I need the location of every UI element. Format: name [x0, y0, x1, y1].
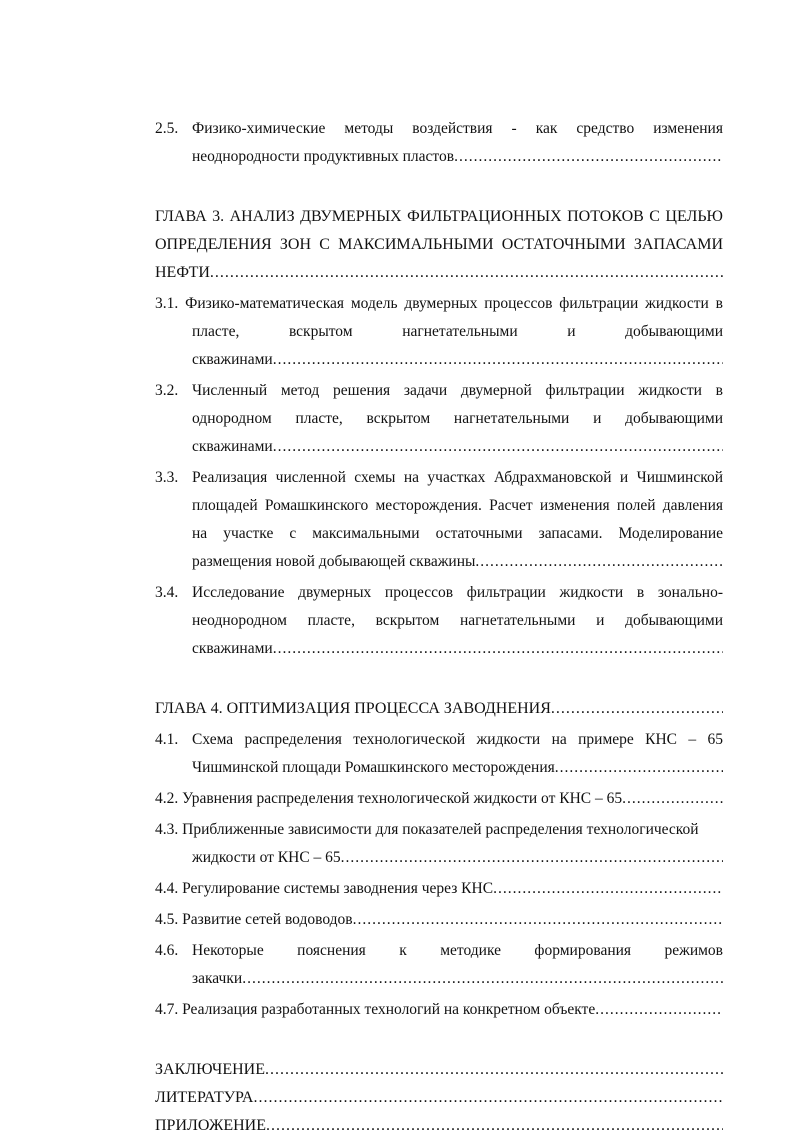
toc-line [155, 579, 723, 607]
literature-title: ЛИТЕРАТУРА [155, 1089, 254, 1106]
toc-line [155, 346, 723, 374]
toc-line [155, 844, 723, 872]
toc-line [155, 433, 723, 461]
section-title: 4.7. Реализация разработанных технологий на конкретном объекте [155, 1001, 596, 1018]
section-title: Физико-химические методы воздействия - как средство изменения [192, 120, 723, 137]
section-number: 3.2. [155, 382, 179, 399]
toc-entry-4-7 [155, 996, 723, 1024]
toc-entry-2-5 [155, 115, 723, 171]
section-title-cont: скважинами [192, 640, 273, 657]
toc-entry-4-3 [155, 816, 723, 872]
toc-entry-4-5 [155, 906, 723, 934]
toc-line [155, 754, 723, 782]
section-title-cont: закачки [192, 970, 243, 987]
section-title: Схема распределения технологической жидкости на примере КНС – 65 [192, 731, 723, 748]
toc-entry-3-1 [155, 290, 723, 374]
dot-leader [595, 996, 723, 1024]
section-number: 4.1. [155, 731, 179, 748]
section-number: 2.5. [155, 120, 179, 137]
dot-leader [555, 754, 723, 782]
chapter-title: ОПРЕДЕЛЕНИЯ ЗОН С МАКСИМАЛЬНЫМИ ОСТАТОЧНЫМИ ЗАПАСАМИ [155, 236, 723, 253]
section-number: 3.3. [155, 469, 179, 486]
section-number: 4.6. [155, 942, 179, 959]
section-number: 3.4. [155, 584, 179, 601]
dot-leader [253, 1084, 723, 1112]
section-title-cont: скважинами [192, 438, 273, 455]
toc-entry-3-2 [155, 377, 723, 461]
toc-line [155, 1084, 723, 1112]
section-title-cont: скважинами [192, 351, 273, 368]
section-title-cont: неоднородности продуктивных пластов [192, 148, 455, 165]
section-title-cont: Чишминской площади Ромашкинского месторождения [192, 759, 555, 776]
dot-leader [493, 875, 723, 903]
toc-line [155, 695, 723, 723]
section-title: 4.4. Регулирование системы заводнения через КНС [155, 880, 494, 897]
dot-leader [273, 635, 723, 663]
toc-line [155, 965, 723, 993]
dot-leader [475, 548, 723, 576]
toc-entry-4-6 [155, 937, 723, 993]
section-title-cont: неоднородном пласте, вскрытом нагнетательными и добывающими [192, 612, 723, 629]
section-title: Исследование двумерных процессов фильтрации жидкости в зонально- [192, 584, 723, 601]
dot-leader [273, 433, 723, 461]
toc-entry-4-1 [155, 726, 723, 782]
toc-end-matter [155, 1056, 723, 1140]
toc-line [155, 937, 723, 965]
toc-line [155, 875, 723, 903]
section-title-cont: пласте, вскрытом нагнетательными и добывающими [192, 323, 723, 340]
toc-line [155, 785, 723, 813]
section-title: 3.1. Физико-математическая модель двумерных процессов фильтрации жидкости в [155, 295, 723, 312]
toc-line [155, 906, 723, 934]
dot-leader [210, 259, 723, 287]
chapter-title: ГЛАВА 4. ОПТИМИЗАЦИЯ ПРОЦЕССА ЗАВОДНЕНИЯ [155, 700, 551, 717]
toc-line [155, 464, 723, 492]
dot-leader [265, 1056, 723, 1084]
chapter-title: НЕФТИ [155, 264, 210, 281]
section-title: Численный метод решения задачи двумерной фильтрации жидкости в [192, 382, 723, 399]
chapter-title: ГЛАВА 3. АНАЛИЗ ДВУМЕРНЫХ ФИЛЬТРАЦИОННЫХ ПОТОКОВ С ЦЕЛЬЮ [155, 208, 723, 225]
toc-line [155, 635, 723, 663]
section-title-cont: жидкости от КНС – 65 [192, 849, 341, 866]
section-title: Некоторые пояснения к методике формирования режимов [192, 942, 723, 959]
section-title: 4.3. Приближенные зависимости для показателей распределения технологической [155, 821, 699, 838]
section-title: 4.5. Развитие сетей водоводов [155, 911, 353, 928]
toc-line [155, 996, 723, 1024]
dot-leader [273, 346, 723, 374]
toc-chapter-3 [155, 203, 723, 287]
appendix-title: ПРИЛОЖЕНИЕ [155, 1117, 267, 1134]
dot-leader [454, 143, 723, 171]
dot-leader [266, 1112, 723, 1140]
toc-line [155, 115, 723, 143]
section-title: 4.2. Уравнения распределения технологической жидкости от КНС – 65 [155, 790, 623, 807]
toc-line [155, 1112, 723, 1140]
dot-leader [242, 965, 723, 993]
section-title-cont: площадей Ромашкинского месторождения. Расчет изменения полей давления [192, 497, 723, 514]
section-title: Реализация численной схемы на участках Абдрахмановской и Чишминской [192, 469, 723, 486]
toc-entry-4-2 [155, 785, 723, 813]
dot-leader [341, 844, 723, 872]
table-of-contents [155, 115, 723, 1143]
section-title-cont: однородном пласте, вскрытом нагнетательными и добывающими [192, 410, 723, 427]
conclusion-title: ЗАКЛЮЧЕНИЕ [155, 1061, 265, 1078]
toc-line [155, 259, 723, 287]
dot-leader [551, 695, 723, 723]
dot-leader [622, 785, 723, 813]
toc-chapter-4 [155, 695, 723, 723]
dot-leader [353, 906, 723, 934]
toc-entry-3-4 [155, 579, 723, 663]
toc-line [155, 1056, 723, 1084]
toc-line [155, 548, 723, 576]
toc-line [155, 377, 723, 405]
toc-entry-3-3 [155, 464, 723, 576]
section-title-cont: на участке с максимальными остаточными запасами. Моделирование [192, 525, 723, 542]
section-title-cont: размещения новой добывающей скважины [192, 553, 476, 570]
toc-line [155, 726, 723, 754]
toc-entry-4-4 [155, 875, 723, 903]
toc-line [155, 143, 723, 171]
